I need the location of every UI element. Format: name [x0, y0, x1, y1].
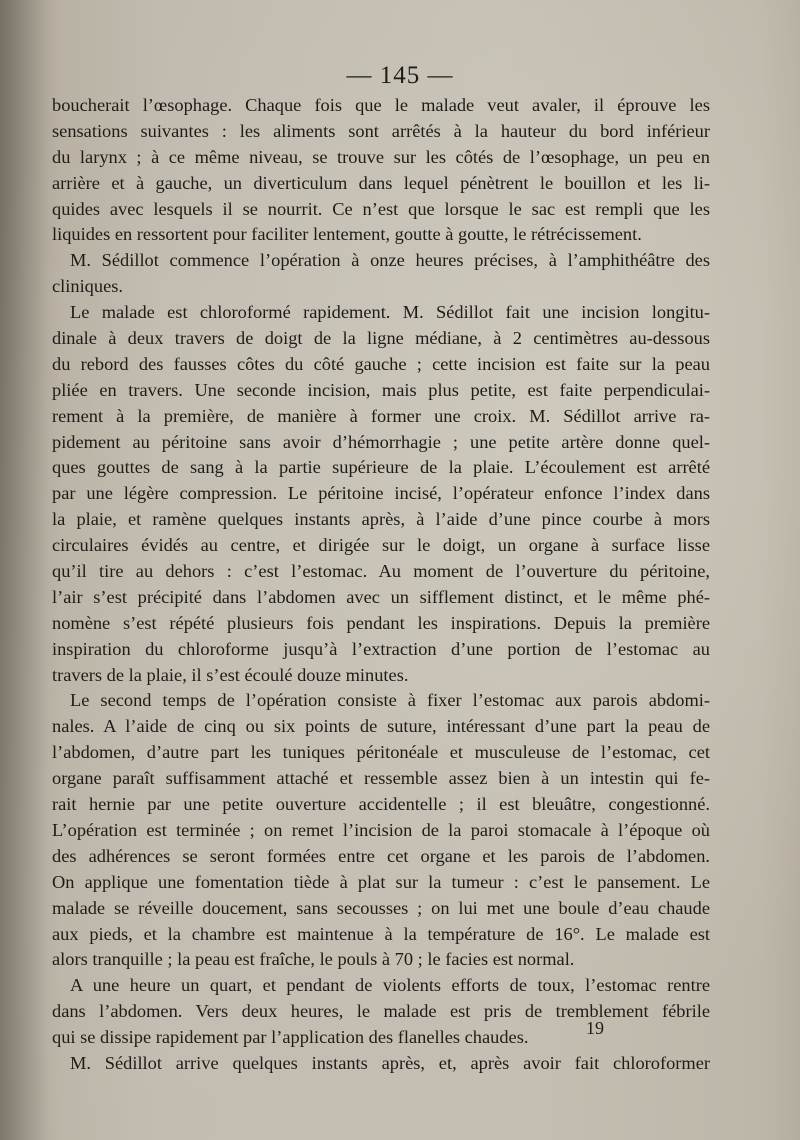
body-text	[52, 93, 710, 1077]
text-line: L’opération est terminée ; on remet l’incision de la paroi stomacale à l’époque où	[52, 819, 710, 840]
text-line: liquides en ressortent pour faciliter lentement, goutte à goutte, le rétrécissement.	[52, 224, 642, 245]
text-line: cliniques.	[52, 276, 123, 297]
text-line: qu’il tire au dehors : c’est l’estomac. Au moment de l’ouverture du péritoine,	[52, 561, 710, 582]
text-line: nales. A l’aide de cinq ou six points de suture, intéressant d’une part la peau de	[52, 716, 710, 737]
text-line: alors tranquille ; la peau est fraîche, le pouls à 70 ; le facies est normal.	[52, 949, 575, 970]
text-line: On applique une fomentation tiède à plat sur la tumeur : c’est le pansement. Le	[52, 871, 710, 892]
text-line: travers de la plaie, il s’est écoulé douze minutes.	[52, 664, 409, 685]
text-line: l’air s’est précipité dans l’abdomen avec un sifflement distinct, et le même phé-	[52, 586, 710, 607]
printer-signature-mark: 19	[586, 1018, 604, 1038]
page-number: — 145 —	[346, 62, 454, 89]
text-line: boucherait l’œsophage. Chaque fois que le malade veut avaler, il éprouve les	[52, 95, 710, 115]
text-line: la plaie, et ramène quelques instants après, à l’aide d’une pince courbe à mors	[52, 509, 710, 530]
text-line: Le malade est chloroformé rapidement. M. Sédillot fait une incision longitu-	[70, 302, 710, 323]
text-line: rait hernie par une petite ouverture accidentelle ; il est bleuâtre, congestionné.	[52, 794, 710, 815]
text-line: quides avec lesquels il se nourrit. Ce n’est que lorsque le sac est rempli que les	[52, 198, 710, 219]
text-line: aux pieds, et la chambre est maintenue à la température de 16°. Le malade est	[52, 923, 710, 944]
text-line: pliée en travers. Une seconde incision, mais plus petite, est faite perpendiculai-	[52, 379, 710, 400]
text-line: organe paraît suffisamment attaché et ressemble assez bien à un intestin qui fe-	[52, 768, 710, 789]
text-line: circulaires évidés au centre, et dirigée sur le doigt, un organe à surface lisse	[52, 535, 710, 556]
text-line: inspiration du chloroforme jusqu’à l’extraction d’une portion de l’estomac au	[52, 638, 710, 659]
text-line: du larynx ; à ce même niveau, se trouve sur les côtés de l’œsophage, un peu en	[52, 146, 710, 167]
text-line: M. Sédillot commence l’opération à onze heures précises, à l’amphithéâtre des	[70, 250, 710, 271]
text-line: ques gouttes de sang à la partie supérieure de la plaie. L’écoulement est arrêté	[52, 457, 710, 478]
text-line: rement à la première, de manière à former une croix. M. Sédillot arrive ra-	[52, 405, 710, 426]
text-line: par une légère compression. Le péritoine incisé, l’opérateur enfonce l’index dans	[52, 483, 710, 504]
text-line: dinale à deux travers de doigt de la ligne médiane, à 2 centimètres au-dessous	[52, 328, 710, 349]
text-line: A une heure un quart, et pendant de violents efforts de toux, l’estomac rentre	[70, 975, 710, 996]
text-line: M. Sédillot arrive quelques instants après, et, après avoir fait chloroformer	[70, 1052, 710, 1073]
text-line: qui se dissipe rapidement par l’application des flanelles chaudes.	[52, 1027, 529, 1048]
text-line: malade se réveille doucement, sans secousses ; on lui met une boule d’eau chaude	[52, 897, 710, 918]
text-line: arrière et à gauche, un diverticulum dans lequel pénètrent le bouillon et les li-	[52, 172, 710, 193]
text-line: des adhérences se seront formées entre cet organe et les parois de l’abdomen.	[52, 845, 710, 866]
text-line: l’abdomen, d’autre part les tuniques péritonéale et musculeuse de l’estomac, cet	[52, 742, 710, 763]
text-line: pidement au péritoine sans avoir d’hémorrhagie ; une petite artère donne quel-	[52, 431, 710, 452]
text-line: sensations suivantes : les aliments sont arrêtés à la hauteur du bord inférieur	[52, 120, 710, 141]
binding-shadow	[0, 0, 48, 1140]
text-line: Le second temps de l’opération consiste à fixer l’estomac aux parois abdomi-	[70, 690, 710, 711]
text-line: du rebord des fausses côtes du côté gauche ; cette incision est faite sur la peau	[52, 353, 710, 374]
text-line: nomène s’est répété plusieurs fois pendant les inspirations. Depuis la première	[52, 612, 710, 633]
text-line: dans l’abdomen. Vers deux heures, le malade est pris de tremblement fébrile	[52, 1001, 710, 1022]
